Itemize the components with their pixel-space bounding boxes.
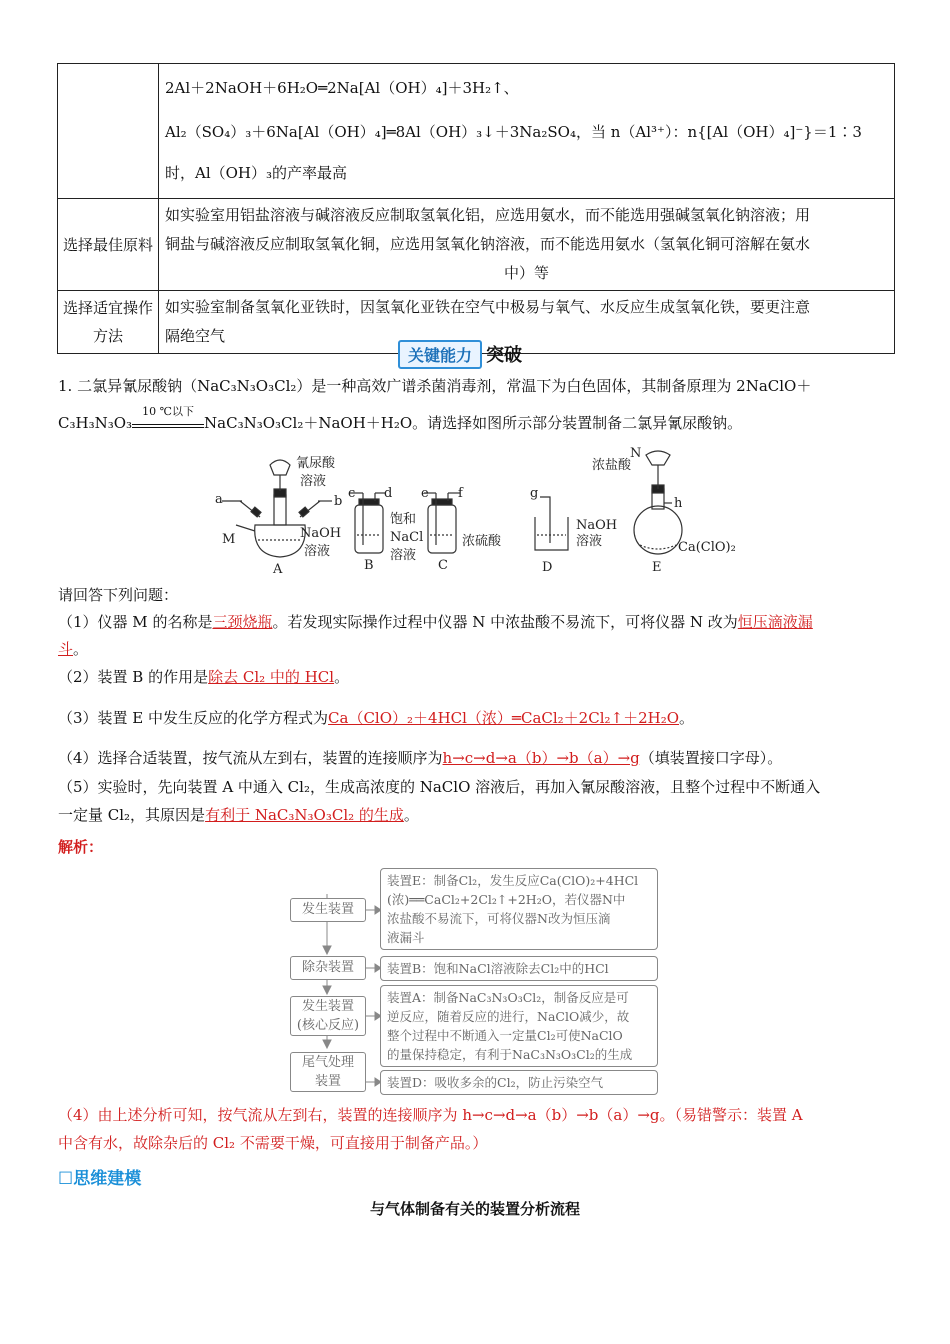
row3-line1: 如实验室制备氢氧化亚铁时，因氢氧化亚铁在空气中极易与氧气、水反应生成氢氧化铁，要更注意 xyxy=(165,298,811,316)
equation-1: 2Al＋2NaOH＋6H₂O═2Na[Al（OH）₄]＋3H₂↑、 xyxy=(165,79,519,97)
flow-desc-e-2: (浓)══CaCl₂+2Cl₂↑+2H₂O，若仪器N中 xyxy=(387,892,626,907)
answer-1-cont xyxy=(58,634,890,664)
question-line-2 xyxy=(58,405,890,438)
q1-text-2: 。若发现实际操作过程中仪器 N 中浓盐酸不易流下，可将仪器 N 改为 xyxy=(272,613,738,631)
label-h: h xyxy=(674,496,683,511)
answer-3 xyxy=(58,703,890,733)
question-line-1: 1. 二氯异氰尿酸钠（NaC₃N₃O₃Cl₂）是一种高效广谱杀菌消毒剂，常温下为白色固体，其制备原理为 2NaClO＋ xyxy=(58,377,812,395)
label-N: N xyxy=(630,446,642,461)
b-reagent-1: 饱和 xyxy=(390,512,417,527)
caption-c: C xyxy=(438,558,448,573)
flow-step-generate: 发生装置 xyxy=(290,898,366,922)
q1-answer-2: 恒压滴液漏 xyxy=(737,613,813,631)
a-reagent-2: 溶液 xyxy=(300,474,327,489)
reaction-arrow xyxy=(132,405,204,428)
d-reagent-1: NaOH xyxy=(576,518,618,533)
answer-5: （5）实验时，先向装置 A 中通入 Cl₂，生成高浓度的 NaClO 溶液后，再加入氰尿酸溶液，且整个过程中不断通入 xyxy=(58,778,821,796)
row2-line2: 铜盐与碱溶液反应制取氢氧化铜，应选用氢氧化钠溶液，而不能选用氨水（氢氧化铜可溶解在氨水 xyxy=(165,235,811,253)
flow-desc-e xyxy=(380,868,658,950)
table-row-label: 选择最佳原料 xyxy=(58,199,159,290)
caption-a: A xyxy=(273,562,283,577)
section-banner xyxy=(398,340,522,368)
flow-step-core xyxy=(290,996,366,1036)
flow-step-tail-line2: 装置 xyxy=(314,1074,341,1089)
flow-desc-b: 装置B：饱和NaCl溶液除去Cl₂中的HCl xyxy=(380,956,658,981)
q5-end: 。 xyxy=(403,806,419,824)
apparatus-d-beaker xyxy=(535,497,568,550)
answer-5-cont xyxy=(58,800,890,830)
q1-answer-1: 三颈烧瓶 xyxy=(212,613,273,631)
q2-end: 。 xyxy=(334,668,350,686)
e-solid: Ca(ClO)₂ xyxy=(678,540,736,555)
analysis-title: 解析： xyxy=(58,838,104,856)
flow-desc-d: 装置D：吸收多余的Cl₂，防止污染空气 xyxy=(380,1070,658,1095)
analysis-note-1: （4）由上述分析可知，按气流从左到右，装置的连接顺序为 h→c→d→a（b）→b（a）→g。（易错警示：装置 A xyxy=(58,1106,803,1124)
label-a: a xyxy=(215,492,223,507)
q1-text: （1）仪器 M 的名称是 xyxy=(58,613,213,631)
row3-label-1: 选择适宜操作 xyxy=(62,299,153,317)
b-reagent-2: NaCl xyxy=(390,530,424,545)
q5-text: 一定量 Cl₂，其原因是 xyxy=(58,806,206,824)
answer-1 xyxy=(58,607,890,637)
q1-answer-2-cont: 斗 xyxy=(58,640,74,658)
q4-end: （填装置接口字母）。 xyxy=(639,749,783,767)
reaction-condition: 10 ℃以下 xyxy=(142,405,194,418)
label-e: e xyxy=(421,486,429,501)
apparatus-c-bottle xyxy=(424,493,460,553)
equation-2: Al₂（SO₄）₃＋6Na[Al（OH）₄]═8Al（OH）₃↓＋3Na₂SO₄，当 n（Al³⁺）：n{[Al（OH）₄]⁻}＝1∶3 xyxy=(165,123,862,141)
e-acid: 浓盐酸 xyxy=(592,458,632,473)
row3-line2: 隔绝空气 xyxy=(165,327,226,345)
flow-step-core-line1: 发生装置 xyxy=(301,999,354,1014)
flow-step-tail-line1: 尾气处理 xyxy=(301,1055,354,1070)
flow-step-core-line2: (核心反应) xyxy=(296,1018,360,1033)
flow-step-tail xyxy=(290,1052,366,1092)
reactant: C₃H₃N₃O₃ xyxy=(58,414,133,432)
q3-end: 。 xyxy=(679,709,695,727)
apparatus-b-bottle xyxy=(350,493,386,553)
flow-desc-e-3: 浓盐酸不易流下，可将仪器N改为恒压滴 xyxy=(387,911,611,926)
caption-d: D xyxy=(542,560,553,575)
d-reagent-2: 溶液 xyxy=(576,534,603,549)
a-naoh-1: NaOH xyxy=(300,526,342,541)
flow-desc-a xyxy=(380,985,658,1067)
analysis-note-2: 中含有水，故除杂后的 Cl₂ 不需要干燥，可直接用于制备产品。） xyxy=(58,1134,488,1152)
answers-intro: 请回答下列问题： xyxy=(58,586,179,604)
q1-end: 。 xyxy=(73,640,89,658)
flow-desc-e-1: 装置E：制备Cl₂，发生反应Ca(ClO)₂+4HCl xyxy=(387,873,639,888)
banner-key-ability: 关键能力 xyxy=(398,340,482,369)
equation-3: 时，Al（OH）₃的产率最高 xyxy=(165,164,348,182)
q3-answer: Ca（ClO）₂＋4HCl（浓）═CaCl₂＋2Cl₂↑＋2H₂O xyxy=(328,709,680,727)
answer-2 xyxy=(58,662,890,692)
caption-e: E xyxy=(652,560,662,575)
info-table xyxy=(57,63,895,354)
table-row-1 xyxy=(58,64,894,198)
flow-desc-a-3: 整个过程中不断通入一定量Cl₂可使NaClO xyxy=(387,1028,623,1043)
q4-answer: h→c→d→a（b）→b（a）→g xyxy=(442,749,640,767)
row3-label-2: 方法 xyxy=(92,327,123,345)
table-cell-equations xyxy=(159,64,894,198)
flow-desc-e-4: 液漏斗 xyxy=(387,930,425,945)
q5-answer: 有利于 NaC₃N₃O₃Cl₂ 的生成 xyxy=(205,806,404,824)
section-heading xyxy=(58,1164,141,1189)
label-b: b xyxy=(334,494,343,509)
caption-b: B xyxy=(364,558,374,573)
table-cell-empty xyxy=(58,64,159,198)
checkbox-icon: ☐ xyxy=(58,1169,74,1189)
banner-breakthrough: 突破 xyxy=(486,345,523,366)
flow-desc-a-4: 的量保持稳定，有利于NaC₃N₃O₃Cl₂的生成 xyxy=(387,1047,633,1062)
label-f: f xyxy=(458,486,463,501)
table-row-label xyxy=(58,291,159,353)
flow-step-purify: 除杂装置 xyxy=(290,956,366,980)
answer-4 xyxy=(58,743,890,773)
flow-desc-a-2: 逆反应，随着反应的进行，NaClO减少，故 xyxy=(387,1009,630,1024)
row2-line1: 如实验室用铝盐溶液与碱溶液反应制取氢氧化铝，应选用氨水，而不能选用强碱氢氧化钠溶液；用 xyxy=(165,206,811,224)
a-naoh-2: 溶液 xyxy=(304,544,331,559)
q2-answer: 除去 Cl₂ 中的 HCl xyxy=(208,668,335,686)
label-M: M xyxy=(222,532,236,547)
b-reagent-3: 溶液 xyxy=(390,548,417,563)
q3-text: （3）装置 E 中发生反应的化学方程式为 xyxy=(58,709,329,727)
table-cell-text xyxy=(159,291,894,353)
table-cell-text xyxy=(159,199,894,290)
q2-text: （2）装置 B 的作用是 xyxy=(58,668,209,686)
label-d: d xyxy=(384,486,393,501)
flow-title: 与气体制备有关的装置分析流程 xyxy=(369,1200,580,1218)
a-reagent-1: 氰尿酸 xyxy=(296,456,336,471)
c-reagent: 浓硫酸 xyxy=(462,534,502,549)
label-c: c xyxy=(348,486,356,501)
table-row-2 xyxy=(58,198,894,290)
products: NaC₃N₃O₃Cl₂＋NaOH＋H₂O。请选择如图所示部分装置制备二氯异氰尿酸钠。 xyxy=(204,414,743,432)
apparatus-diagram xyxy=(200,445,760,580)
row2-line3: 中）等 xyxy=(503,264,549,282)
flow-desc-a-1: 装置A：制备NaC₃N₃O₃Cl₂，制备反应是可 xyxy=(387,990,629,1005)
section-title: 思维建模 xyxy=(73,1169,142,1189)
label-g: g xyxy=(530,486,539,501)
q4-text: （4）选择合适装置，按气流从左到右，装置的连接顺序为 xyxy=(58,749,443,767)
